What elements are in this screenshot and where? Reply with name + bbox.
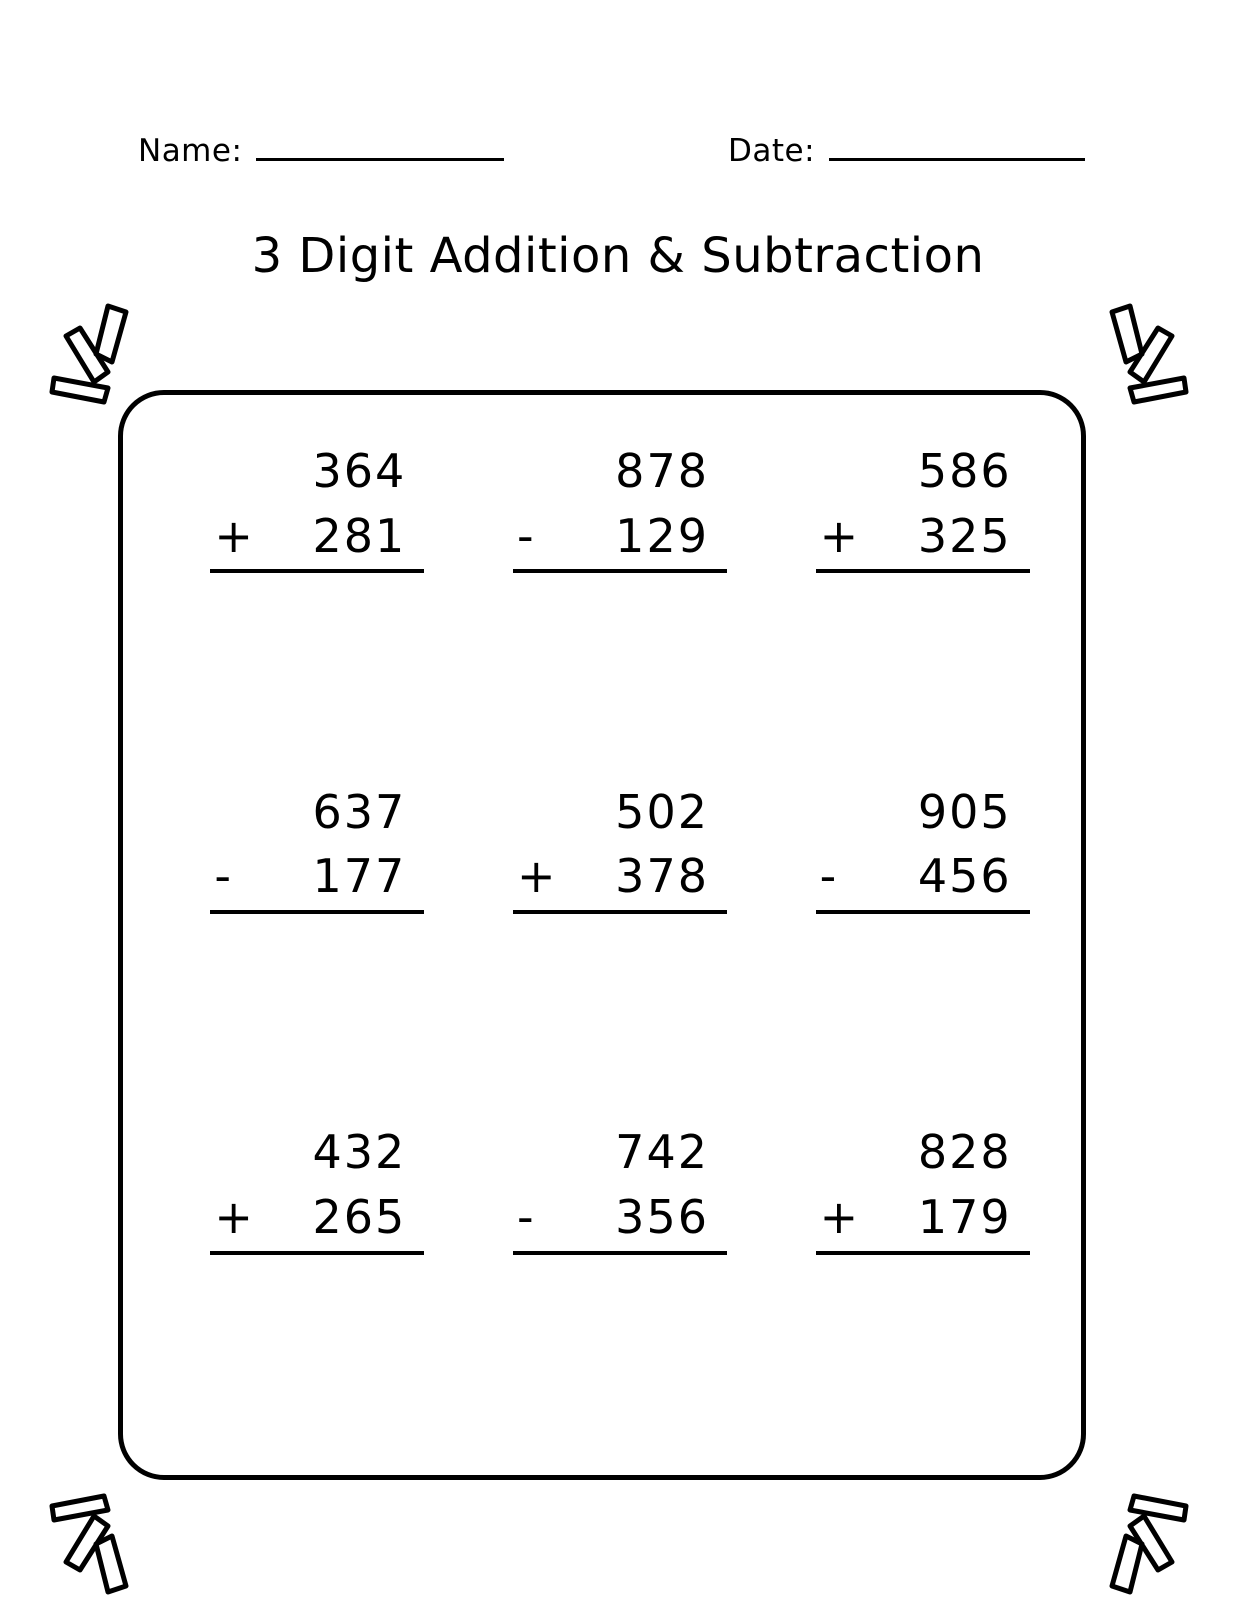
bottom-number: 456 <box>917 849 1012 904</box>
bottom-row <box>816 851 1030 914</box>
date-field[interactable] <box>728 128 1085 169</box>
problem-item[interactable] <box>477 1109 727 1254</box>
bottom-row <box>513 508 727 574</box>
operator: + <box>214 1189 253 1244</box>
operator: - <box>819 849 837 904</box>
problem-item[interactable] <box>174 769 424 914</box>
bottom-row <box>210 508 424 574</box>
header-fields <box>0 128 1236 184</box>
name-field[interactable] <box>138 128 504 169</box>
bottom-row <box>816 508 1030 574</box>
bottom-number: 179 <box>917 1189 1012 1244</box>
problem-item[interactable] <box>780 428 1030 573</box>
problem-grid <box>118 390 1086 1480</box>
bottom-number: 129 <box>615 508 709 563</box>
operator: + <box>819 1189 859 1244</box>
problem-item[interactable] <box>780 1109 1030 1254</box>
top-number: 905 <box>917 784 1012 839</box>
top-number: 502 <box>615 784 709 839</box>
name-label: Name: <box>138 133 243 169</box>
top-number: 637 <box>312 784 407 839</box>
bottom-row <box>513 851 727 914</box>
bottom-number: 177 <box>312 849 407 904</box>
problem-item[interactable] <box>174 428 424 573</box>
problem-item[interactable] <box>477 428 727 573</box>
bottom-number: 378 <box>615 849 709 904</box>
problem-item[interactable] <box>780 769 1030 914</box>
bottom-number: 356 <box>615 1189 709 1244</box>
problem-item[interactable] <box>174 1109 424 1254</box>
bottom-number: 281 <box>312 508 407 563</box>
date-write-line[interactable] <box>829 128 1085 161</box>
operator: - <box>516 1189 534 1244</box>
bottom-row <box>816 1189 1030 1255</box>
top-number: 364 <box>312 444 407 498</box>
top-number: 742 <box>615 1125 709 1180</box>
bottom-row <box>210 851 424 914</box>
bottom-number: 325 <box>917 508 1012 563</box>
bottom-row <box>513 1189 727 1255</box>
bottom-row <box>210 1189 424 1255</box>
top-number: 828 <box>917 1125 1012 1180</box>
top-number: 586 <box>917 444 1012 498</box>
top-number: 878 <box>615 444 709 498</box>
page-title: 3 Digit Addition & Subtraction <box>251 228 985 284</box>
operator: + <box>516 849 556 904</box>
operator: - <box>214 849 231 904</box>
date-label: Date: <box>728 133 816 169</box>
top-number: 432 <box>312 1125 407 1180</box>
operator: + <box>819 508 859 563</box>
operator: - <box>516 508 534 563</box>
operator: + <box>214 508 253 563</box>
name-write-line[interactable] <box>256 128 504 161</box>
problem-item[interactable] <box>477 769 727 914</box>
bottom-number: 265 <box>312 1189 407 1244</box>
